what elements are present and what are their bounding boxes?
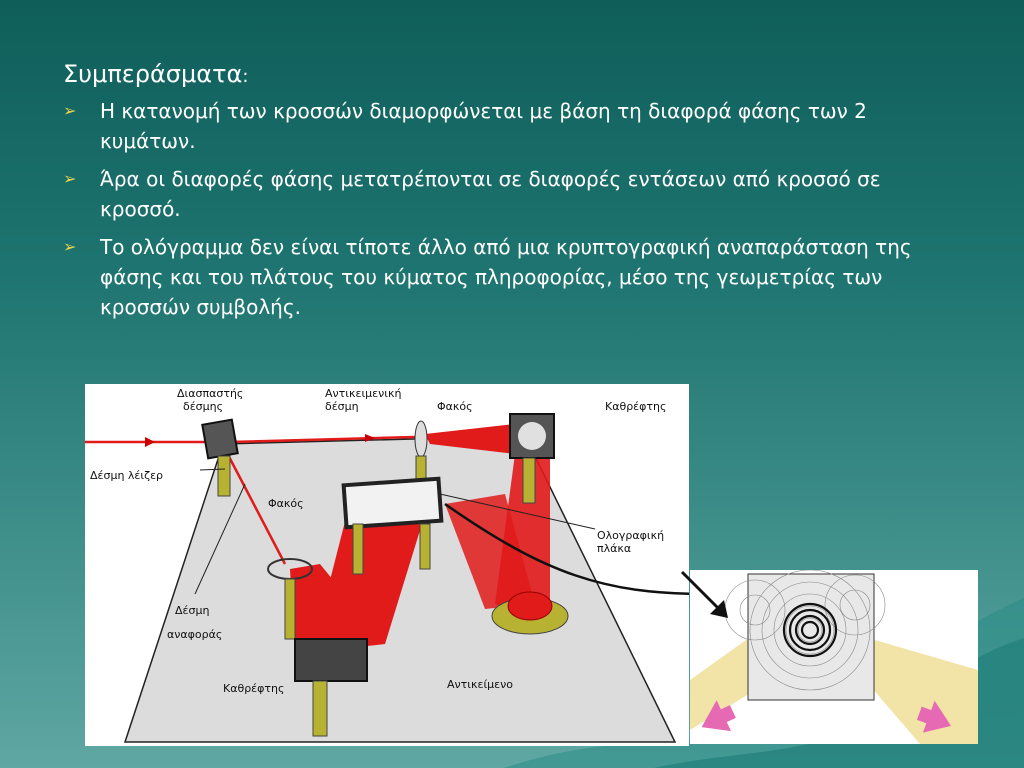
- label-beam-splitter: Διασπαστής: [177, 387, 244, 400]
- label-object-beam: Αντικειμενική: [325, 387, 402, 400]
- label-object-beam-2: δέσμη: [325, 400, 359, 413]
- slide-title: [63, 60, 248, 88]
- label-lens-left: Φακός: [268, 497, 304, 510]
- label-mirror-top: Καθρέφτης: [605, 400, 667, 413]
- lens-top: [415, 421, 427, 457]
- object-shape: [508, 592, 552, 620]
- mirror-bottom: [295, 639, 367, 681]
- slide-title-text: Συμπεράσματα: [63, 60, 243, 88]
- beam-splitter: [202, 420, 237, 459]
- bullet-item: [63, 232, 943, 322]
- holography-setup-figure: [85, 384, 689, 746]
- bullet-arrow-icon: ➢: [63, 101, 77, 120]
- bullet-arrow-icon: ➢: [63, 237, 77, 256]
- bullet-list: [63, 96, 943, 330]
- bullet-item: [63, 164, 943, 224]
- holographic-plate: [344, 479, 442, 528]
- object-wave-band: [865, 640, 978, 744]
- label-mirror-bottom: Καθρέφτης: [223, 682, 285, 695]
- label-holo-plate: Ολογραφική: [597, 529, 665, 542]
- link-arrow: [680, 570, 740, 620]
- label-laser-beam: Δέσμη λέιζερ: [90, 469, 163, 482]
- label-object: Αντικείμενο: [447, 678, 513, 691]
- label-holo-plate-2: πλάκα: [597, 542, 632, 555]
- label-beam-splitter-2: δέσμης: [183, 400, 224, 413]
- label-reference-beam: Δέσμη: [175, 604, 210, 617]
- holography-setup-diagram: [85, 384, 689, 746]
- bullet-text: Το ολόγραμμα δεν είναι τίποτε άλλο από μια κρυπτογραφική αναπαράσταση της φάσης και του πλάτους του κύματος πληροφορίας, μέσο της γεωμετρίας των κροσσών συμβολής.: [100, 235, 912, 319]
- bullet-arrow-icon: ➢: [63, 169, 77, 188]
- bullet-item: [63, 96, 943, 156]
- label-reference-beam-2: αναφοράς: [167, 628, 223, 641]
- title-colon: :: [242, 66, 249, 87]
- bullet-text: Η κατανομή των κροσσών διαμορφώνεται με βάση τη διαφορά φάσης των 2 κυμάτων.: [100, 99, 867, 153]
- label-lens-top: Φακός: [437, 400, 473, 413]
- bullet-text: Άρα οι διαφορές φάσης μετατρέπονται σε διαφορές εντάσεων από κροσσό σε κροσσό.: [100, 167, 881, 221]
